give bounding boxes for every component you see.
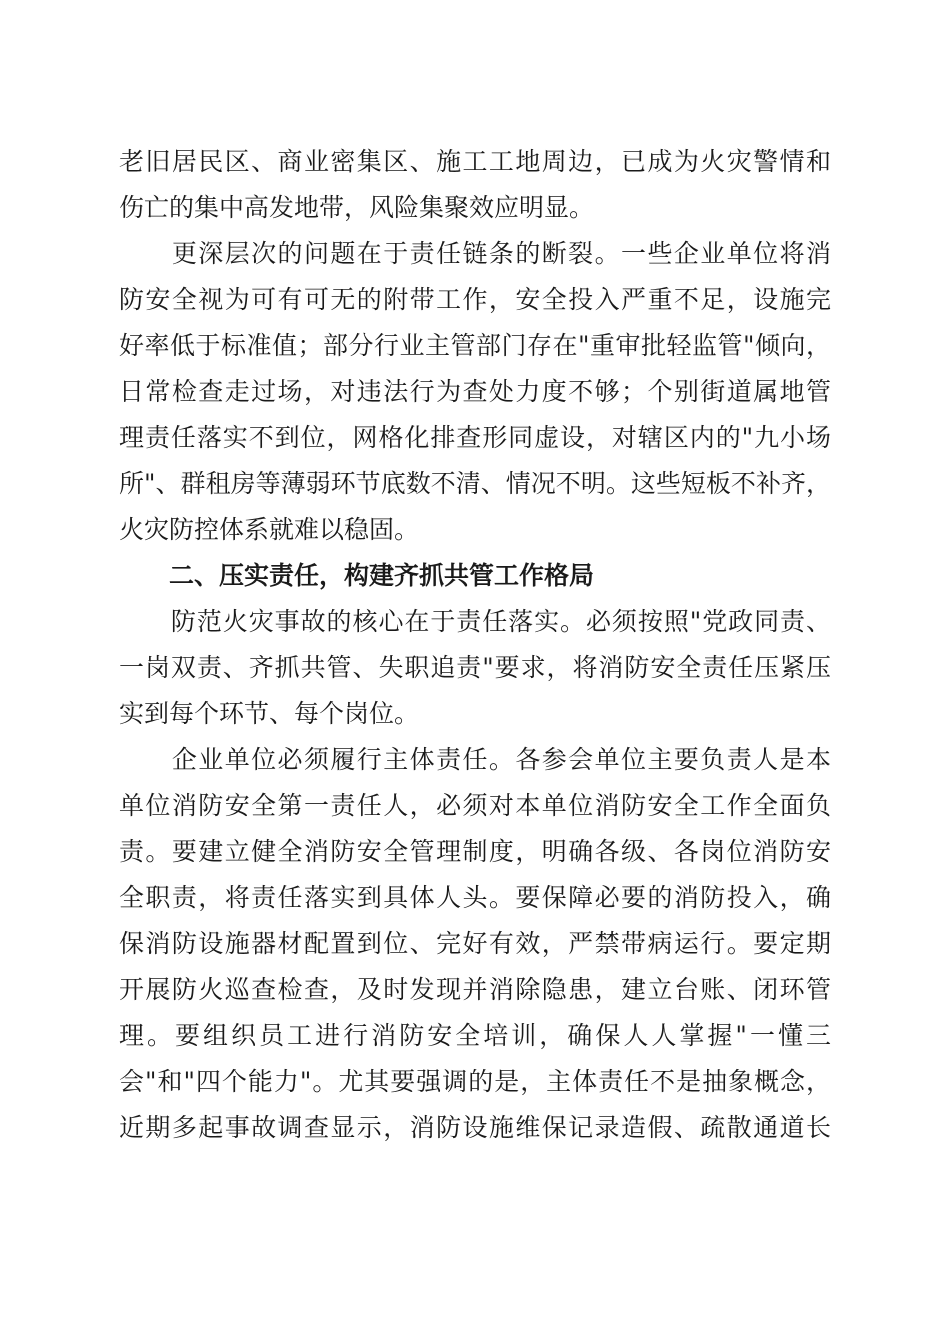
text-line: 防范火灾事故的核心在于责任落实。必须按照"党政同责、 bbox=[119, 607, 831, 636]
text-line: 单位消防安全第一责任人，必须对本单位消防安全工作全面负 bbox=[119, 791, 831, 820]
text-line: 日常检查走过场，对违法行为查处力度不够；个别街道属地管 bbox=[119, 377, 831, 406]
text-line: 火灾防控体系就难以稳固。 bbox=[119, 515, 420, 544]
text-line: 理。要组织员工进行消防安全培训，确保人人掌握"一懂三 bbox=[119, 1021, 831, 1050]
text-line: 开展防火巡查检查，及时发现并消除隐患，建立台账、闭环管 bbox=[119, 975, 831, 1004]
text-line: 所"、群租房等薄弱环节底数不清、情况不明。这些短板不补齐， bbox=[119, 469, 831, 498]
text-line: 防安全视为可有可无的附带工作，安全投入严重不足，设施完 bbox=[119, 285, 831, 314]
text-line: 老旧居民区、商业密集区、施工工地周边，已成为火灾警情和 bbox=[119, 147, 831, 176]
section-heading: 二、压实责任，构建齐抓共管工作格局 bbox=[119, 561, 595, 590]
text-line: 一岗双责、齐抓共管、失职追责"要求，将消防安全责任压紧压 bbox=[119, 653, 831, 682]
text-line: 理责任落实不到位，网格化排查形同虚设，对辖区内的"九小场 bbox=[119, 423, 831, 452]
text-line: 全职责，将责任落实到具体人头。要保障必要的消防投入，确 bbox=[119, 883, 831, 912]
text-line: 好率低于标准值；部分行业主管部门存在"重审批轻监管"倾向， bbox=[119, 331, 831, 360]
text-line: 保消防设施器材配置到位、完好有效，严禁带病运行。要定期 bbox=[119, 929, 831, 958]
text-line: 近期多起事故调查显示，消防设施维保记录造假、疏散通道长 bbox=[119, 1113, 831, 1142]
text-line: 伤亡的集中高发地带，风险集聚效应明显。 bbox=[119, 193, 595, 222]
text-line: 更深层次的问题在于责任链条的断裂。一些企业单位将消 bbox=[119, 239, 831, 268]
text-line: 会"和"四个能力"。尤其要强调的是，主体责任不是抽象概念， bbox=[119, 1067, 831, 1096]
text-line: 企业单位必须履行主体责任。各参会单位主要负责人是本 bbox=[119, 745, 831, 774]
text-line: 实到每个环节、每个岗位。 bbox=[119, 699, 420, 728]
text-line: 责。要建立健全消防安全管理制度，明确各级、各岗位消防安 bbox=[119, 837, 831, 866]
